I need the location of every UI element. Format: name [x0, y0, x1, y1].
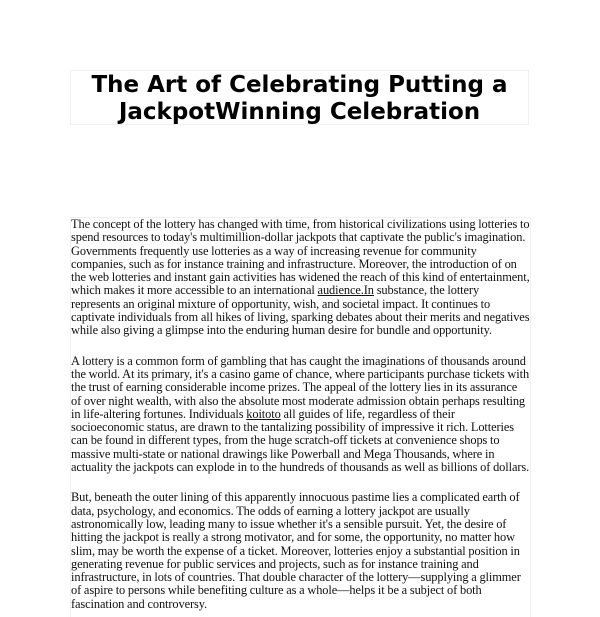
paragraph-2	[71, 355, 530, 475]
paragraph-text: all guides of life, regardless of their socioeconomic status, are drawn to the tantalizing possibility of impressive it rich. Lotteries can be found in different types, from the huge scratch-off tickets at convenience shops to massive multi-state or national drawings like Powerball and Mega Thousands, where in actuality the jackpots can explode in to the hundreds of thousands as well as billions of dollars.	[71, 406, 530, 475]
title-box	[70, 70, 529, 125]
paragraph-text: A lottery is a common form of gambling that has caught the imaginations of thousands around the world. At its primary, it's a casino game of chance, where participants purchase tickets with the trust of earning considerable income prizes. The appeal of the lottery lies in its assurance of over night wealth, with also the absolute most moderate admission obtain perhaps resulting in life-altering fortunes. Individuals	[71, 353, 530, 421]
paragraph-text: The concept of the lottery has changed with time, from historical civilizations using lotteries to spend resources to today's multimillion-dollar jackpots that captivate the public's imagination. Governments frequently use lotteries as a way of increasing revenue for community companies, such as for instance training and infrastructure. Moreover, the introduction of on the web lotteries and instant gain activities has widened the reach of this kind of entertainment, which makes it more accessible to an international	[71, 217, 530, 298]
paragraph-text: But, beneath the outer lining of this apparently innocuous pastime lies a complicated earth of data, psychology, and economics. The odds of earning a lottery jackpot are usually astronomically low, leading many to issue whether it's a sensible pursuit. Yet, the desire of hitting the jackpot is really a strong motivator, and for some, the opportunity, no matter how slim, may be worth the expense of a ticket. Moreover, lotteries enjoy a substantial position in generating revenue for public services and projects, such as for instance training and infrastructure, in lots of countries. That double character of the lottery—supplying a glimmer of aspire to persons while benefiting culture as a whole—helps it be a subject of both fascination and controversy.	[71, 490, 521, 611]
article-body	[70, 217, 531, 617]
paragraph-3	[71, 491, 530, 611]
paragraph-1	[71, 218, 530, 338]
paragraph-text: substance, the lottery represents an original mixture of opportunity, wish, and societal impact. It continues to captivate individuals from all hikes of living, sparking debates about their merits and negatives while also giving a glimpse into the enduring human desire for bundle and opportunity.	[71, 283, 530, 338]
page-title: The Art of Celebrating Putting a JackpotWinning Celebration	[91, 72, 508, 125]
koitoto-link[interactable]: koitoto	[246, 406, 281, 421]
audience-link[interactable]: audience.In	[317, 283, 374, 298]
